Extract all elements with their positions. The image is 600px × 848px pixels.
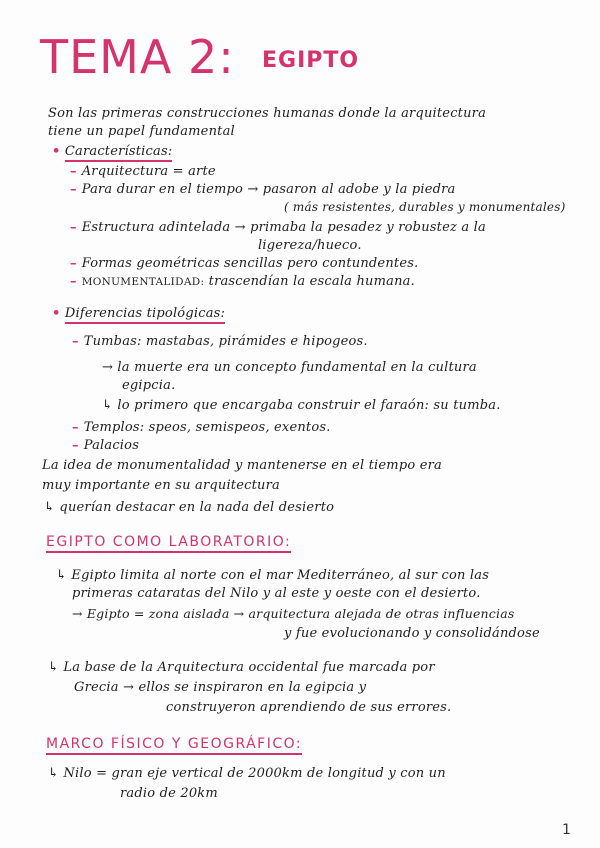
intro-line-2: tiene un papel fundamental [48,124,235,139]
sub-item: ↳ lo primero que encargaba construir el faraón: su tumba. [102,398,501,413]
list-item: – Para durar en el tiempo → pasaron al adobe y la piedra [70,182,456,197]
paragraph-line: Grecia → ellos se inspiraron en la egipcia y [74,680,367,695]
paragraph-line: radio de 20km [120,786,218,801]
paragraph-line: primeras cataratas del Nilo y al este y oeste con el desierto. [72,586,481,601]
bullet-icon: • [52,144,61,159]
laboratorio-heading-text: EGIPTO COMO LABORATORIO: [46,534,291,553]
paragraph-line: y fue evolucionando y consolidándose [284,626,540,641]
marco-heading-text: MARCO FÍSICO Y GEOGRÁFICO: [46,736,302,755]
intro-line-1: Son las primeras construcciones humanas donde la arquitectura [48,106,487,121]
dash-icon: – [72,334,79,349]
caracteristicas-heading-text: Características: [65,144,173,162]
laboratorio-heading [46,534,291,550]
dash-icon: – [70,164,77,179]
caracteristicas-heading [52,144,172,159]
page-number: 1 [562,822,571,838]
paragraph-line: ↳ Nilo = gran eje vertical de 2000km de longitud y con un [48,766,446,781]
monumentalidad-label: MONUMENTALIDAD: [81,276,205,288]
bullet-icon: • [52,306,61,321]
paragraph-line: muy importante en su arquitectura [42,478,280,493]
dash-icon: – [70,256,77,271]
diferencias-heading [52,306,225,321]
paragraph-line: → Egipto = zona aislada → arquitectura alejada de otras influencias [72,606,515,621]
monumentalidad-text: trascendían la escala humana. [208,274,415,289]
page-subtitle: EGIPTO [262,48,360,73]
paragraph-line: ↳ querían destacar en la nada del desierto [44,500,335,515]
list-item: – Tumbas: mastabas, pirámides e hipogeos. [72,334,368,349]
sub-item-continuation: egipcia. [122,378,176,393]
paragraph-line: La idea de monumentalidad y mantenerse en el tiempo era [42,458,442,473]
page-title: TEMA 2: [40,30,235,84]
paragraph-line: construyeron aprendiendo de sus errores. [166,700,452,715]
list-item: – Palacios [72,438,140,453]
paragraph-line: ↳ Egipto limita al norte con el mar Mediterráneo, al sur con las [56,568,490,583]
paragraph-line: ↳ La base de la Arquitectura occidental fue marcada por [48,660,435,675]
dash-icon: – [72,420,79,435]
list-item [70,274,415,289]
dash-icon: – [70,220,77,235]
list-item: – Templos: speos, semispeos, exentos. [72,420,331,435]
dash-icon: – [72,438,79,453]
list-item: – Arquitectura = arte [70,164,216,179]
list-item: – Formas geométricas sencillas pero contundentes. [70,256,419,271]
list-item: – Estructura adintelada → primaba la pesadez y robustez a la [70,220,486,235]
dash-icon: – [70,182,77,197]
diferencias-heading-text: Diferencias tipológicas: [65,306,225,324]
dash-icon: – [70,274,77,289]
list-item-continuation: ( más resistentes, durables y monumentales) [284,200,566,214]
list-item-continuation: ligereza/hueco. [258,238,362,253]
marco-heading [46,736,302,752]
sub-item: → la muerte era un concepto fundamental en la cultura [102,360,477,375]
